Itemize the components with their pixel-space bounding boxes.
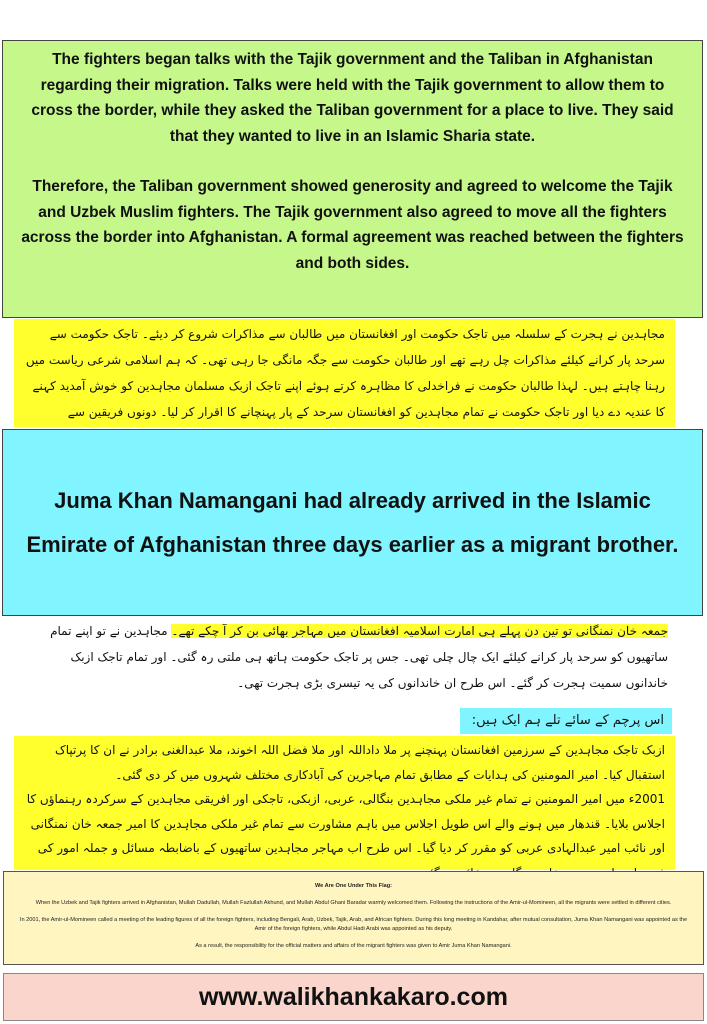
urdu-paragraph-welcome: ازبک تاجک مجاہدین کے سرزمین افغانستان پہنچنے پر ملا داداللہ اور ملا فضل اللہ اخوند، ملا عبدالغنی برادر نے ان کا پرتپاک استقبال کیا۔ امیر المومنین کی ہدایات کے مطابق تمام مہاجرین کی آبادکاری مختلف شہروں میں کر دی گئی۔ <box>54 743 665 782</box>
english-paragraph-agreement: Therefore, the Taliban government showed generosity and agreed to welcome the Tajik and Uzbek Muslim fighters. The Tajik government also agreed to move all the fighters across the border into Afghanistan. A formal agreement was reached between the fighters and both sides. <box>21 178 684 272</box>
footer-website <box>3 973 704 1021</box>
urdu-remaining-text: مجاہدین نے تو اپنے تمام ساتھیوں کو سرحد پار کرانے کیلئے ایک چال چلی تھی۔ جس پر تاجک حکومت ہاتھ ہی ملتی رہ گئی۔ اور تمام تاجک ازبک خاندانوں سمیت ہجرت کر گئے۔ اس طرح ان خاندانوں کی یہ تیسری بڑی ہجرت تھی۔ <box>50 624 668 690</box>
english-paragraph-meeting: In 2001, the Amir-ul-Momineen called a meeting of the leading figures of all the foreign fighters, including Bengali, Arab, Uzbek, Tajik, Arab, and African fighters. During this long meeting in Kandahar, after mutual consultation, Juma Khan Namangani was appointed as the Amir of the foreign fighters, while Abdul Hadi Arabi was appointed as his deputy. <box>19 917 688 932</box>
english-paragraph-talks: The fighters began talks with the Tajik government and the Taliban in Afghanistan regarding their migration. Talks were held with the Tajik government to allow them to cross the border, while they asked the Taliban government for a place to live. They said that they wanted to live in an Islamic Sharia state. <box>31 51 674 145</box>
urdu-block-flag <box>14 736 675 870</box>
english-translation-block-2 <box>3 871 704 965</box>
english-paragraph-welcome: When the Uzbek and Tajik fighters arrived in Afghanistan, Mullah Dadullah, Mullah Fazlullah Akhund, and Mullah Abdul Ghani Baradar warmly welcomed them. Following the instructions of the Amir-ul-Momineen, all the migrants were settled in different cities. <box>35 900 672 906</box>
urdu-section-heading <box>460 708 672 734</box>
urdu-paragraph-talks: مجاہدین نے ہجرت کے سلسلہ میں تاجک حکومت اور افغانستان میں طالبان سے مذاکرات شروع کر دیئے۔ تاجک حکومت سے سرحد پار کرانے کیلئے مذاکرات چل رہے تھے اور طالبان حکومت سے جگہ مانگی جا رہی تھی۔ کہ ہم اسلامی شرعی ریاست میں رہنا چاہتے ہیں۔ لہذا طالبان حکومت نے فراخدلی کا مظاہرہ کرتے ہوئے اپنے تاجک ازبک مسلمان مجاہدین کو خوش آمدید کہنے کا عندیہ دے دیا اور تاجک حکومت نے تمام مجاہدین کو افغانستان سرحد کے پار پہنچانے کا اقرار کر لیا۔ دونوں فریقین سے <box>25 327 665 419</box>
urdu-block-talks <box>14 319 675 427</box>
website-url: www.walikhankakaro.com <box>199 982 508 1011</box>
urdu-block-namangani <box>40 618 672 704</box>
urdu-highlighted-sentence: جمعہ خان نمنگانی تو تین دن پہلے ہی امارت اسلامیہ افغانستان میں مہاجر بھائی بن کر آ چکے تھے۔ <box>171 624 668 638</box>
english-highlight-text: Juma Khan Namangani had already arrived in the Islamic Emirate of Afghanistan three days earlier as a migrant brother. <box>26 487 679 557</box>
urdu-paragraph-meeting: 2001ء میں امیر المومنین نے تمام غیر ملکی مجاہدین بنگالی، عربی، ازبکی، تاجکی اور افریقی مجاہدین کے سرکردہ رہنماؤں کا اجلاس بلایا۔ قندھار میں ہونے والے اس طویل اجلاس میں باہم مشاورت سے تمام غیر ملکی مجاہدین کا امیر جمعہ خان نمنگانی اور نائب امیر عبدالہادی عربی کو مقرر کر دیا گیا۔ اس طرح اب مہاجر مجاہدین ساتھیوں کے باضابطہ مسائل و جملہ امور کی <box>26 792 665 855</box>
english-section-title: We Are One Under This Flag: <box>314 883 393 889</box>
urdu-heading-text: اس پرچم کے سائے تلے ہم ایک ہیں: <box>471 713 664 728</box>
english-translation-block-1 <box>2 40 703 318</box>
english-paragraph-responsibility: As a result, the responsibility for the official matters and affairs of the migrant fighters was given to Amir Juma Khan Namangani. <box>195 943 512 949</box>
english-highlight-block <box>2 429 703 616</box>
